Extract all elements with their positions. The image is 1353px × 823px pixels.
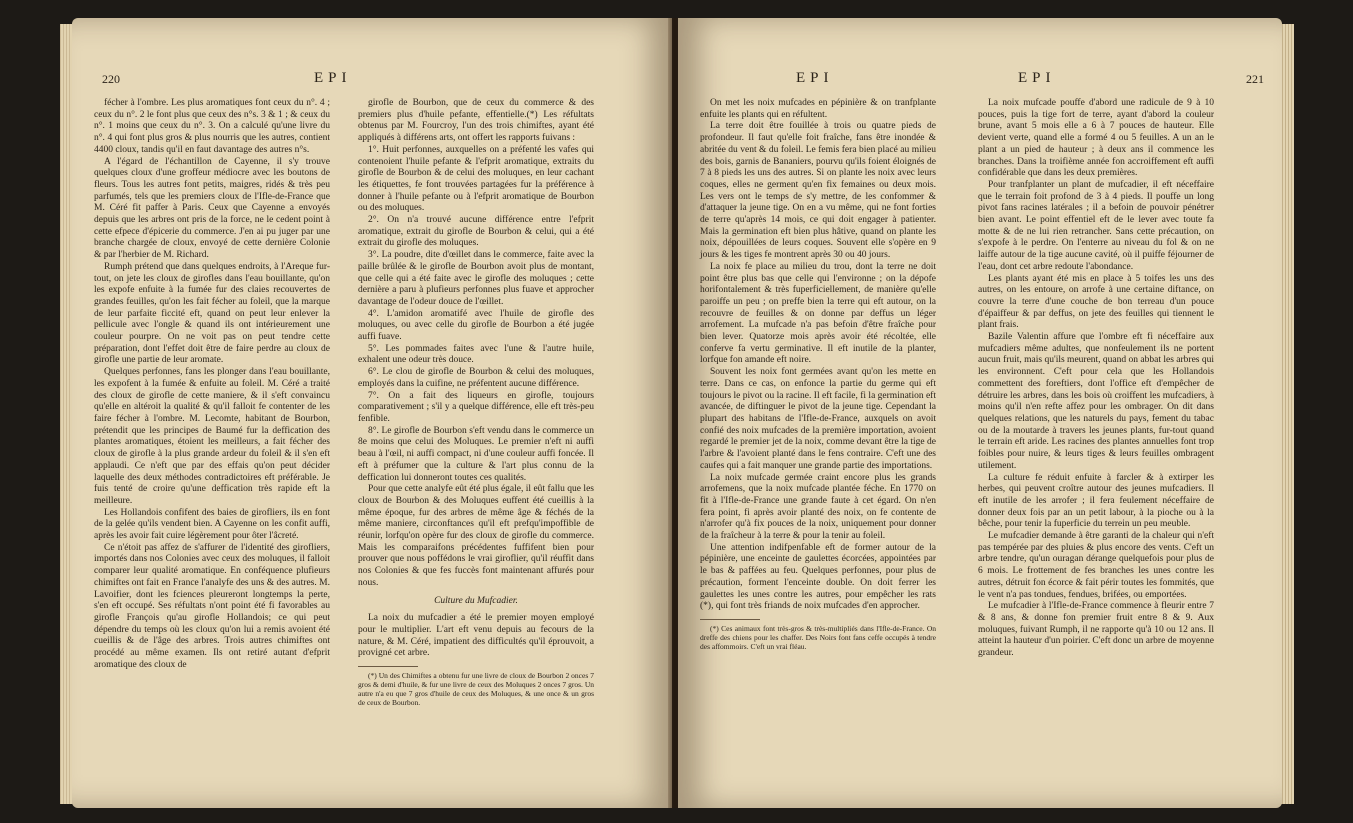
paragraph: 8°. Le girofle de Bourbon s'eft vendu dans le commerce un 8e moins que celui des Moluques. Le premier n'eft ni auffi beau à l'œil, ni auffi compact, ni d'une couleur auffi foncée. Il eft à préfumer que la culture & l'art plus connu de la deffication lui donneront toutes ces qualités. (358, 425, 594, 483)
left-footnote: (*) Un des Chimiftes a obtenu fur une livre de cloux de Bourbon 2 onces 7 gros & demi d'huile, & fur une livre de ceux des Moluques 2 onces 7 gros. Un autre n'a eu que 7 gros d'huile de ceux des Moluques, & une once & un gros de ceux de Bourbon. (358, 671, 594, 708)
paragraph: La culture fe réduit enfuite à farcler & à extirper les herbes, qui peuvent croître autour des jeunes mufcadiers. Il eft inutile de les arrofer ; il fera feulement néceffaire de donner deux fois par an un petit labour, à la pioche ou à la bêche, pour tenir la fuperficie du terrein un peu meuble. (978, 472, 1214, 530)
paragraph: La terre doit être fouillée à trois ou quatre pieds de profondeur. Il faut qu'elle foit fraîche, fans être inondée & abritée du vent & du foleil. Le femis fera bien placé au milieu des bois, garnis de Bananiers, pourvu qu'ils foient éloignés de 7 à 8 pieds les uns des autres. Si on plante les noix avec leurs coques, elles ne germent qu'en fix femaines ou deux mois. Les vers ont le temps de s'y mettre, de les confommer & d'attaquer la jeune tige. On en a vu même, qui ne font forties de terre qu'après 14 mois, ce qui doit engager à patienter. Mais la germination eft bien plus hâtive, quand on plante les noix, dépouillées de leurs coques. Souvent elle s'opère en 9 jours & les tiges fe montrent après 30 ou 40 jours. (700, 121, 936, 261)
paragraph: Rumph prétend que dans quelques endroits, à l'Areque fur-tout, on jete les cloux de girofles dans l'eau bouillante, qu'on les expofe enfuite à la fumée fur des claies recouvertes de grandes feuilles, qu'on les fait fécher au foleil, que la marque de leur parfaite ficcité eft, quand on peut leur enlever la pellicule avec l'ongle & quand ils ont intérieurement une couleur pourpre. On ne voit pas on peut tendre cette préparation, dont l'effet doit être de faire perdre au cloux de girofle une partie de leur aromate. (94, 261, 330, 366)
right-page-edges (1280, 24, 1294, 804)
right-column-1 (700, 98, 936, 651)
left-column-1 (94, 98, 330, 671)
paragraph: 7°. On a fait des liqueurs en girofle, toujours comparativement ; s'il y a quelque différence, elle eft très-peu fenfible. (358, 390, 594, 424)
paragraph: Quelques perfonnes, fans les plonger dans l'eau bouillante, les expofent à la fumée & enfuite au foleil. M. Céré a traité des cloux de girofle de cette maniere, & il s'eft convaincu qu'elle en altéroit la qualité & qu'il falloit fe contenter de les faire fécher à l'ombre. M. Lecomte, habitant de Bourbon, prétendit que les principes de Baumé fur la deffication des plantes aromatiques, étoient les meilleurs, a fait fécher des cloux de girofle à la plus grande ardeur du foleil & il s'en eft applaudi. Ce n'eft que par des effais qu'on peut décider laquelle des deux méthodes contradictoires eft préférable. Je fuis tenté de croire qu'une deffication très rapide eft la meilleure. (94, 367, 330, 506)
paragraph: A l'égard de l'échantillon de Cayenne, il s'y trouve quelques cloux d'une groffeur médiocre avec les boutons de fleurs. Tous les autres font petits, maigres, ridés & très peu parfumés, tels que les premiers cloux de l'Ifle-de-France que M. Céré fit paffer à Paris. Ceux que Cayenne a envoyés depuis que les arbres ont pris de la force, ne le cedent point à cette efpece d'épicerie du commerce. J'en ai pu juger par une branche chargée de cloux, envoyé de cette dernière Colonie & par l'herbier de M. Richard. (94, 156, 330, 261)
paragraph: Le mufcadier demande à être garanti de la chaleur qui n'eft pas tempérée par des pluies & plus encore des vents. C'eft un arbre tendre, qu'un ouragan dérange quelquefois pour plus de 6 mois. Le frottement de fes branches les unes contre les autres, détruit fon écorce & fait périr toutes les fommités, que le vent n'a pas tondues, fendues, brifées, ou emportées. (978, 531, 1214, 600)
paragraph: girofle de Bourbon, que de ceux du commerce & des premiers plus d'huile pefante, effentielle.(*) Les réfultats obtenus par M. Fourcroy, l'un des trois chimiftes, ayant été appliqués à différens arts, ont offert les rapports fuivans : (358, 98, 594, 144)
right-running-header: EPI (796, 70, 834, 86)
paragraph: Les plants ayant été mis en place à 5 toifes les uns des autres, on les entoure, on arrofe à une certaine diftance, on couvre la terre d'une couche de bon terreau d'un pouce d'épaiffeur & par deffus, on jete des feuilles qui tiennent le plant frais. (978, 273, 1214, 331)
paragraph: 3°. La poudre, dite d'œillet dans le commerce, faite avec la paille brûlée & le girofle de Bourbon avoit plus de montant, que celle qui a été faite avec le girofle des moluques ; cette dernière a paru à plufieurs perfonnes plus fuave et approcher davantage de l'odeur douce de l'œillet. (358, 250, 594, 307)
paragraph: Une attention indifpenfable eft de former autour de la pépinière, une enceinte de gaulettes écorcées, appointées par le bas & paffées au feu. Quelques perfonnes, pour plus de précaution, forment l'enceinte double. On doit ferrer les gaulettes les unes contre les autres, pour empêcher les rats (*), qui font très friands de noix mufcades d'en approcher. (700, 542, 936, 612)
paragraph: Pour tranfplanter un plant de mufcadier, il eft néceffaire que le terrain foit profond de 3 à 4 pieds. Il pouffe un long pivot fans racines latérales ; il a befoin de pouvoir pénétrer bien avant. Le point effentiel eft de le lever avec toute fa motte & de ne lui rien retrancher. Sans cette précaution, on s'expofe à le perdre. On l'enterre au niveau du fol & on ne laiffe autour de la tige aucune cavité, où il puiffe féjourner de l'eau, dont cet arbre redoute l'abondance. (978, 179, 1214, 272)
paragraph: La noix mufcade germée craint encore plus les grands arrofemens, que la noix mufcade plantée féche. En 1770 on fit à l'Ifle-de-France une grande faute à cet égard. On n'en fera point, fi après avoir planté des noix, on fe contente de n'arrofer qu'à fix pouces de la noix, uniquement pour donner de la fraîcheur à la terre & pour la tenir au foleil. (700, 472, 936, 542)
section-heading: Culture du Mufcadier. (434, 595, 518, 606)
right-running-header-2: EPI (1018, 70, 1056, 86)
left-running-header: EPI (314, 70, 352, 86)
paragraph: Le mufcadier à l'Ifle-de-France commence à fleurir entre 7 & 8 ans, & donne fon premier fruit entre 8 & 9. Aux moluques, fuivant Rumph, il ne rapporte qu'à 10 ou 12 ans. Il atteint la hauteur d'un poirier. C'eft donc un arbre de moyenne grandeur. (978, 601, 1214, 659)
paragraph: La noix du mufcadier a été le premier moyen employé pour le multiplier. L'art eft venu depuis au fecours de la nature, & M. Céré, impatient des difficultés qu'il éprouvoit, a provigné cet arbre. (358, 613, 594, 659)
paragraph: fécher à l'ombre. Les plus aromatiques font ceux du n°. 4 ; ceux du n°. 2 le font plus que ceux des n°s. 3 & 1 ; & ceux du n°. 1 moins que ceux du n°. 3. On a calculé qu'une livre du n°. 4 qui font plus gros & plus nourris que les autres, contient 4400 cloux, tandis qu'il en faut davantage des autres n°s. (94, 98, 330, 155)
right-page (678, 18, 1282, 808)
paragraph: 6°. Le clou de girofle de Bourbon & celui des moluques, employés dans la cuifine, ne préfentent aucune différence. (358, 367, 594, 389)
paragraph: Bazile Valentin affure que l'ombre eft fi néceffaire aux mufcadiers même adultes, que nonfeulement ils ne portent aucun fruit, mais qu'ils meurent, quand on abbat les arbres qui les environnent. C'eft pour cela que les Hollandois commettent des foreftiers, dont l'office eft d'empêcher de détruire les arbres, dans les bois où croiffent les mufcadiers, à moins qu'il n'en refte affez pour les ombrager. On dit dans quelques relations, que les naturels du pays, fement du tabac ou de la moutarde à travers les jeunes plants, fur-tout quand le terrain eft aride. Les racines des plantes annuelles font trop foibles pour nuire, & leurs tiges & leurs feuilles ombragent utilement. (978, 332, 1214, 471)
right-column-2 (978, 98, 1214, 660)
paragraph: La noix fe place au milieu du trou, dont la terre ne doit point être plus bas que celle qui l'environne ; on la dépofe horifontalement & très fuperficiellement, de manière qu'elle paroiffe un peu ; on preffe bien la terre qui eft autour, on la recouvre de feuilles & on donne par deffus un léger arrofement. La mufcade n'a pas befoin d'être fraîche pour bien lever. Quatorze mois après avoir été récoltée, elle conferve fa vertu germinative. Il eft inutile de la planter, lorfque fon amande eft noire. (700, 261, 936, 366)
paragraph: La noix mufcade pouffe d'abord une radicule de 9 à 10 pouces, puis la tige fort de terre, ayant d'abord la couleur brune, avant 5 mois elle a 6 à 7 pouces de hauteur. Elle devient verte, quand elle a formé 4 ou 5 feuilles. A un an le plant a un pied de hauteur ; à deux ans il commence les branches. Dans la troifième année fon accroiffement eft auffi confidérable que dans les deux premières. (978, 98, 1214, 179)
paragraph: Pour que cette analyfe eût été plus égale, il eût fallu que les cloux de Bourbon & des Moluques euffent été cueillis à la même époque, fur des arbres de même âge & féchés de la même maniere, circonftances qu'il eft prefqu'impoffible de réunir, lorfqu'on opère fur des cloux de girofle du commerce. Mais les comparaifons précédentes fuffifent bien pour prouver que nous poffédons le vrai giroflier, qu'il réuffit dans nos Colonies & que fes fuccès font maintenant affurés pour nous. (358, 484, 594, 588)
left-page-number: 220 (102, 72, 120, 86)
left-column-2 (358, 98, 594, 707)
paragraph: Les Hollandois confifent des baies de girofliers, ils en font de la gelée qu'ils vendent bien. A Cayenne on les confit auffi, après les avoir fait cuire légèrement pour ôter l'âcreté. (94, 507, 330, 542)
paragraph: Souvent les noix font germées avant qu'on les mette en terre. Dans ce cas, on enfonce la partie du germe qui eft toujours le pivot ou la racine. Il eft facile, fi la germination eft avancée, de diftinguer le pivot de la jeune tige. Cependant la plupart des habitans de l'Ifle-de-France, auxquels on avoit confié des noix mufcades de la première importation, avoient regardé le premier jet de la noix, comme devant être la tige de l'arbre & l'avoient planté dans le fens contraire. C'eft une des caufes qui a fait manquer une grande partie des importations. (700, 367, 936, 471)
paragraph: 5°. Les pommades faites avec l'une & l'autre huile, exhalent une odeur très douce. (358, 343, 594, 366)
paragraph: 4°. L'amidon aromatifé avec l'huile de girofle des moluques, ou avec celle du girofle de Bourbon a été jugée auffi fuave. (358, 308, 594, 343)
right-page-number: 221 (1246, 72, 1264, 86)
paragraph: Ce n'étoit pas affez de s'affurer de l'identité des girofliers, importés dans nos Colonies avec ceux des moluques, il falloit comparer leur qualité aromatique. En conféquence plufieurs chimiftes ont fait en France l'analyfe des uns & des autres. M. Lavoifier, dont les fciences pleureront longtemps la perte, s'en eft occupé. Ses réfultats n'ont point été fi favorables au girofle François qu'au girofle Hollandois; ce qui peut dépendre du temps où les cloux qu'on lui a remis avoient été cueillis & de l'âge des arbres. Trois autres chimiftes ont procédé au même examen. Ils ont retiré autant d'efprit aromatique des cloux de (94, 542, 330, 670)
paragraph: On met les noix mufcades en pépinière & on tranfplante enfuite les plants qui en réfultent. (700, 98, 936, 120)
left-page (72, 18, 672, 808)
paragraph: 2°. On n'a trouvé aucune différence entre l'efprit aromatique, extrait du girofle de Bourbon & celui, qui a été extrait du girofle des moluques. (358, 215, 594, 249)
right-footnote: (*) Ces animaux font très-gros & très-multipliés dans l'Ifle-de-France. On dreffe des chiens pour les chaffer. Des Noirs font fans ceffe occupés à tendre des affommoirs. C'eft un vrai fléau. (700, 623, 936, 651)
paragraph: 1°. Huit perfonnes, auxquelles on a préfenté les vafes qui contenoient l'huile pefante & l'efprit aromatique, extraits du girofle de Bourbon & de celui des moluques, en leur cachant les étiquettes, fe font trouvées partagées fur la préférence à donner à l'huile pefante ou à l'efprit aromatique de Bourbon ou des moluques. (358, 144, 594, 214)
